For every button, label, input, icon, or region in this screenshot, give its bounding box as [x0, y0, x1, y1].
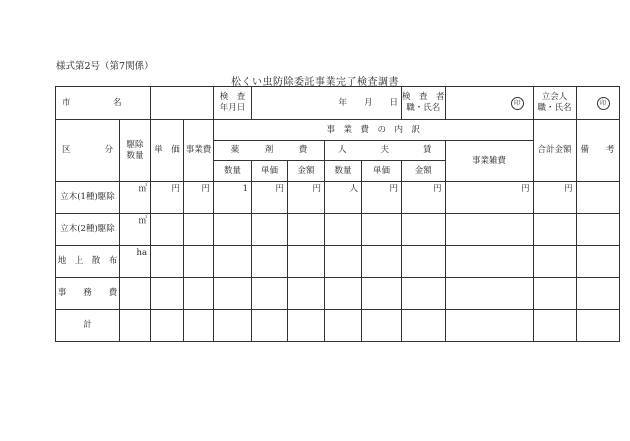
row-label-total: 計 [56, 310, 120, 342]
control-qty-cell[interactable] [120, 310, 151, 342]
table-row [56, 246, 620, 278]
breakdown-header: 事 業 費 の 内 訳 [214, 120, 534, 141]
total-header: 合計金額 [533, 120, 576, 182]
drug-amount-cell[interactable]: 円 [288, 182, 325, 214]
remarks-cell[interactable] [576, 214, 619, 246]
drug-price-cell[interactable] [252, 214, 288, 246]
labor-cost-header: 人 夫 賃 [325, 141, 446, 161]
inspection-date-field[interactable]: 年 月 日 [252, 87, 402, 120]
drug-price-cell[interactable] [252, 246, 288, 278]
table-row [56, 278, 620, 310]
misc-cost-cell[interactable] [445, 246, 533, 278]
table-row [56, 214, 620, 246]
labor-qty-cell[interactable]: 人 [325, 182, 362, 214]
control-qty-cell[interactable]: ㎥ [120, 214, 151, 246]
control-qty-header: 駆除 数量 [120, 120, 151, 182]
drug-amount-cell[interactable] [288, 278, 325, 310]
project-cost-cell[interactable] [184, 246, 214, 278]
unit-price-header: 単 価 [151, 120, 184, 182]
control-qty-cell[interactable] [120, 278, 151, 310]
drug-qty-cell[interactable] [214, 214, 252, 246]
labor-qty-cell[interactable] [325, 310, 362, 342]
labor-price-cell[interactable] [362, 246, 402, 278]
labor-price-cell[interactable] [362, 214, 402, 246]
labor-price-cell[interactable] [362, 310, 402, 342]
total-cell[interactable] [533, 278, 576, 310]
drug-price-cell[interactable] [252, 278, 288, 310]
drug-amount-cell[interactable] [288, 310, 325, 342]
labor-qty-cell[interactable] [325, 214, 362, 246]
unit-price-cell[interactable] [151, 246, 184, 278]
city-name-field[interactable] [151, 87, 214, 120]
drug-qty-cell[interactable] [214, 310, 252, 342]
drug-amount-header: 金額 [288, 161, 325, 182]
witness-label: 立会人 職・氏名 [533, 87, 576, 120]
drug-qty-header: 数量 [214, 161, 252, 182]
witness-field[interactable] [576, 87, 619, 120]
inspection-date-label: 検 査 年月日 [214, 87, 252, 120]
table-row [56, 182, 620, 214]
unit-price-cell[interactable] [151, 214, 184, 246]
labor-price-header: 単価 [362, 161, 402, 182]
project-cost-cell[interactable] [184, 310, 214, 342]
witness-seal-icon: 印 [597, 97, 610, 110]
control-qty-cell[interactable]: ㎥ [120, 182, 151, 214]
division-header: 区 分 [56, 120, 120, 182]
drug-amount-cell[interactable] [288, 246, 325, 278]
drug-price-cell[interactable]: 円 [252, 182, 288, 214]
labor-qty-header: 数量 [325, 161, 362, 182]
drug-qty-cell[interactable] [214, 278, 252, 310]
drug-qty-cell[interactable] [214, 246, 252, 278]
project-cost-header: 事業費 [184, 120, 214, 182]
inspector-label: 検 査 者 職・氏名 [402, 87, 446, 120]
drug-amount-cell[interactable] [288, 214, 325, 246]
inspector-seal-icon: 印 [511, 97, 524, 110]
total-cell[interactable]: 円 [533, 182, 576, 214]
misc-cost-cell[interactable] [445, 278, 533, 310]
labor-price-cell[interactable] [362, 278, 402, 310]
remarks-header: 備 考 [576, 120, 619, 182]
unit-price-cell[interactable] [151, 310, 184, 342]
labor-amount-cell[interactable] [402, 278, 446, 310]
row-label: 立木(1種)駆除 [56, 182, 120, 214]
labor-qty-cell[interactable] [325, 246, 362, 278]
row-label: 立木(2種)駆除 [56, 214, 120, 246]
labor-amount-cell[interactable] [402, 214, 446, 246]
labor-price-cell[interactable]: 円 [362, 182, 402, 214]
total-cell[interactable] [533, 310, 576, 342]
labor-amount-cell[interactable] [402, 310, 446, 342]
table-row [56, 310, 620, 342]
unit-price-cell[interactable] [151, 278, 184, 310]
drug-price-cell[interactable] [252, 310, 288, 342]
drug-price-header: 単価 [252, 161, 288, 182]
form-number-label: 様式第2号（第7関係） [56, 61, 154, 72]
remarks-cell[interactable] [576, 182, 619, 214]
misc-cost-cell[interactable] [445, 214, 533, 246]
row-label: 事 務 費 [56, 278, 120, 310]
labor-amount-cell[interactable]: 円 [402, 182, 446, 214]
misc-cost-cell[interactable] [445, 310, 533, 342]
row-label: 地 上 散 布 [56, 246, 120, 278]
project-cost-cell[interactable] [184, 214, 214, 246]
remarks-cell[interactable] [576, 278, 619, 310]
inspection-table [55, 86, 620, 342]
drug-cost-header: 薬 剤 費 [214, 141, 325, 161]
labor-amount-cell[interactable] [402, 246, 446, 278]
inspector-field[interactable] [445, 87, 533, 120]
remarks-cell[interactable] [576, 310, 619, 342]
city-name-label: 市 名 [56, 87, 151, 120]
total-cell[interactable] [533, 214, 576, 246]
labor-qty-cell[interactable] [325, 278, 362, 310]
misc-cost-header: 事業雑費 [445, 141, 533, 182]
document-title: 松くい虫防除委託事業完了検査調書 [231, 77, 399, 88]
drug-qty-cell[interactable]: 1 [214, 182, 252, 214]
remarks-cell[interactable] [576, 246, 619, 278]
control-qty-cell[interactable]: ha [120, 246, 151, 278]
unit-price-cell[interactable]: 円 [151, 182, 184, 214]
misc-cost-cell[interactable]: 円 [445, 182, 533, 214]
project-cost-cell[interactable] [184, 278, 214, 310]
labor-amount-header: 金額 [402, 161, 446, 182]
total-cell[interactable] [533, 246, 576, 278]
project-cost-cell[interactable]: 円 [184, 182, 214, 214]
